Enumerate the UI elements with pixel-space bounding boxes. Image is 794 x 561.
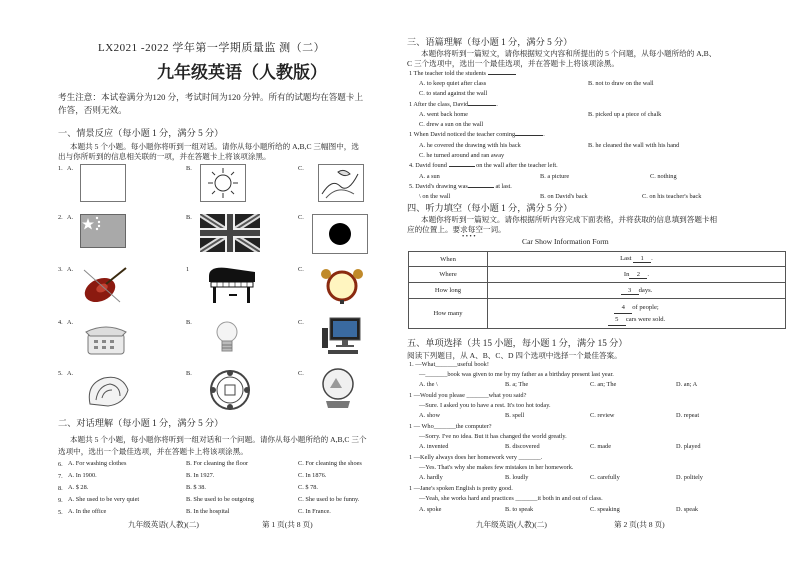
table-row <box>409 299 786 329</box>
p5-q2-line2: —Sure. I asked you to have a rest. It's too hot today. <box>419 402 551 409</box>
p5-q3-line2: —Sorry. I've no idea. But it has changed the world greatly. <box>419 433 567 440</box>
p3-q5-a: \ on the wall <box>419 193 451 200</box>
telephone-picture <box>82 322 132 363</box>
part4-intro-1: 本题你将听到一篇短文。请你根据所听内容完成下面表格，并将获取的信息填到答题卡相 <box>421 215 718 224</box>
table-row <box>409 283 786 299</box>
p5-q4-a: A. hardly <box>419 474 443 481</box>
violin-picture <box>80 264 130 311</box>
p3-q5: 5. David's drawing was at last. <box>409 183 512 190</box>
q1-option-b-label: B. <box>186 165 192 172</box>
part5-heading: 五、单项选择（共 15 小题，每小题 1 分，满分 15 分） <box>407 338 628 348</box>
q5-number: 5. <box>58 370 63 377</box>
p5-q1-c: C. an; The <box>590 381 617 388</box>
q4-option-b-label: B. <box>186 319 192 326</box>
q1-option-c-label: C. <box>298 165 304 172</box>
p5-q3-b: B. discovered <box>505 443 540 450</box>
p5-q1-line1: 1. —What_______useful book! <box>409 361 489 368</box>
exam-title-line: LX2021 -2022 学年第一学期质量监 测（二） <box>98 42 326 54</box>
q4-option-c-label: C. <box>298 319 304 326</box>
computer-picture <box>318 314 368 363</box>
subject-title: 九年级英语（人教版） <box>157 63 327 82</box>
p3-q5-b: B. on David's back <box>540 193 588 200</box>
footer-right-label: 九年级英语(人教)(二) <box>476 520 547 529</box>
q2-option-b-label: B. <box>186 214 192 221</box>
row-label: How many <box>409 299 488 329</box>
p5-q4-d: D. politely <box>676 474 703 481</box>
q6-option-c: C. For cleaning the shoes <box>298 460 362 467</box>
part3-intro-2: C 三个选项中，选出一个最佳选项，并在答题卡上将该项涂黑。 <box>407 59 619 68</box>
q1-option-a-image <box>80 164 126 202</box>
p5-q1-d: D. an; A <box>676 381 698 388</box>
car-show-form-table <box>408 251 786 329</box>
form-title: Car Show Information Form <box>522 237 609 246</box>
p5-q5-c: C. speaking <box>590 506 620 513</box>
p5-q5-a: A. spoke <box>419 506 442 513</box>
p3-q5-c: C. on his teacher's back <box>642 193 702 200</box>
japan-flag-picture <box>312 214 368 259</box>
p3-q3-c: C. he turned around and ran away <box>419 152 505 159</box>
china-flag-picture <box>80 214 126 253</box>
footer-left-label: 九年级英语(人教)(二) <box>128 520 199 529</box>
p5-q1-a: A. the \ <box>419 381 438 388</box>
q5-option-c-label: C. <box>298 370 304 377</box>
decorative-dots: • • • • <box>462 233 476 240</box>
q10-number: 5. <box>58 509 63 516</box>
q3-number: 3. <box>58 266 63 273</box>
part4-heading: 四、听力填空（每小题 1 分，满分 5 分） <box>407 203 573 213</box>
row-value: Last 1 . <box>488 252 786 267</box>
q6-number: 6. <box>58 461 63 468</box>
row-label: Where <box>409 267 488 283</box>
part5-intro: 阅读下列题目，从 A、B、C、D 四个选项中选择一个最佳答案。 <box>407 351 622 360</box>
piano-picture <box>205 262 259 311</box>
p5-q2-b: B. spell <box>505 412 525 419</box>
p3-q2: 1 After the class, David . <box>409 101 498 108</box>
sun-picture <box>200 164 246 207</box>
q6-option-a: A. For washing clothes <box>68 460 127 467</box>
p5-q1-line2: —_______book was given to me by my father as a birthday present last year. <box>419 371 614 378</box>
p5-q4-line2: —Yes. That's why she makes few mistakes in her homework. <box>419 464 574 471</box>
p3-q2-c: C. drew a sun on the wall <box>419 121 484 128</box>
row-label: When <box>409 252 488 267</box>
table-row <box>409 252 786 267</box>
row-value: In 2 . <box>488 267 786 283</box>
p3-q3-a: A. he covered the drawing with his back <box>419 142 521 149</box>
q9-option-c: C. She used to be funny. <box>298 496 360 503</box>
lantern-picture <box>205 368 255 417</box>
q10-option-a: A. In the office <box>68 508 107 515</box>
p5-q4-b: B. loudly <box>505 474 529 481</box>
notice-line-1: 考生注意：本试卷满分为120 分，考试时间为120 分钟。所有的试题均在答题卡上 <box>58 92 364 102</box>
row-value: 4 of people; 5 cars were sold. <box>488 299 786 329</box>
part2-intro-1: 本题共 5 个小题，每小题你将听到一组对话和一个问题。请你从每小题所给的 A,B,C 三个 <box>70 435 367 444</box>
p5-q5-line1: 1 —Jane's spoken English is pretty good. <box>409 485 513 492</box>
p5-q3-d: D. played <box>676 443 701 450</box>
row-label: How long <box>409 283 488 299</box>
q7-option-c: C. In 1876. <box>298 472 327 479</box>
p5-q3-line1: 1 — Who_______the computer? <box>409 423 492 430</box>
p3-q3-b: B. he cleaned the wall with his hand <box>588 142 680 149</box>
p5-q3-c: C. made <box>590 443 611 450</box>
q10-option-b: B. In the hospital <box>186 508 230 515</box>
shell-picture <box>84 370 132 415</box>
part1-intro-1: 本题共 5 个小题。每小题你将听到一组对话。请你从每小题所给的 A,B,C 三幅图中，选 <box>70 142 359 151</box>
q2-number: 2. <box>58 214 63 221</box>
p3-q4-a: A. a sun <box>419 173 440 180</box>
p5-q3-a: A. invented <box>419 443 449 450</box>
p5-q2-c: C. review <box>590 412 615 419</box>
q5-option-a-label: A. <box>67 370 74 377</box>
row-value: 3 days. <box>488 283 786 299</box>
q8-option-a: A. $ 28. <box>68 484 89 491</box>
q2-option-c-label: C. <box>298 214 304 221</box>
p3-q1-b: B. not to draw on the wall <box>588 80 654 87</box>
q9-number: 9. <box>58 497 63 504</box>
part4-intro-2: 应的位置上。要求每空一词。 <box>407 225 506 234</box>
q3-option-c-label: C. <box>298 266 304 273</box>
p3-q4-c: C. nothing <box>650 173 677 180</box>
q7-number: 7. <box>58 473 63 480</box>
p5-q5-b: B. to speak <box>505 506 534 513</box>
p3-q4: 4. David found on the wall after the teacher left. <box>409 162 558 169</box>
p5-q4-line1: 1 —Kelly always does her homework very _______. <box>409 454 543 461</box>
q9-option-a: A. She used to be very quiet <box>68 496 140 503</box>
p3-q1-c: C. to stand against the wall <box>419 90 488 97</box>
uk-flag-picture <box>200 214 260 257</box>
q1-option-a-label: A. <box>67 165 74 172</box>
q8-option-c: C. $ 78. <box>298 484 318 491</box>
p3-q2-a: A. went back home <box>419 111 468 118</box>
q10-option-c: C. In France. <box>298 508 331 515</box>
p5-q5-d: D. speak <box>676 506 699 513</box>
p3-q3: 1 When David noticed the teacher coming . <box>409 131 545 138</box>
q6-option-b: B. For cleaning the floor <box>186 460 249 467</box>
snow-globe-picture <box>318 366 358 415</box>
drum-picture <box>318 262 368 311</box>
light-bulb-picture <box>212 316 242 365</box>
p3-q1: 1 The teacher told the students <box>409 71 516 77</box>
p3-q2-b: B. picked up a piece of chalk <box>588 111 662 118</box>
q3-option-b-label: 1 <box>186 266 190 273</box>
footer-left-page: 第 1 页(共 8 页) <box>262 520 313 529</box>
p5-q4-c: C. carefully <box>590 474 620 481</box>
q7-option-b: B. In 1927. <box>186 472 215 479</box>
q2-option-a-label: A. <box>67 214 74 221</box>
q3-option-a-label: A. <box>67 266 74 273</box>
part3-intro-1: 本题你将听到一篇短文，请你根据短文内容和所提出的 5 个问题，从每小题所给的 A,B、 <box>421 49 717 58</box>
p5-q2-a: A. show <box>419 412 440 419</box>
part1-intro-2: 出与你所听到的信息相关联的一项，并在答题卡上将该项涂黑。 <box>58 152 271 161</box>
p3-q1-a: A. to keep quiet after class <box>419 80 487 87</box>
p5-q2-d: D. repeat <box>676 412 700 419</box>
part2-intro-2: 选项中，选出一个最佳选项，并在答题卡上将该项涂黑。 <box>58 447 248 456</box>
p5-q5-line2: —Yeah, she works hard and practices _______it both in and out of class. <box>419 495 603 502</box>
p5-q1-b: B. a; The <box>505 381 529 388</box>
footer-right-page: 第 2 页(共 8 页) <box>614 520 665 529</box>
part3-heading: 三、语篇理解（每小题 1 分，满分 5 分） <box>407 37 573 47</box>
q8-option-b: B. $ 38. <box>186 484 206 491</box>
p3-q4-b: B. a picture <box>540 173 570 180</box>
p5-q2-line1: 1 —Would you please _______what you said? <box>409 392 527 399</box>
part2-heading: 二、对话理解（每小题 1 分，满分 5 分） <box>58 418 224 428</box>
q4-number: 4. <box>58 319 63 326</box>
part1-heading: 一、情景反应（每小题 1 分，满分 5 分） <box>58 128 224 138</box>
wind-picture <box>318 164 364 207</box>
q4-option-a-label: A. <box>67 319 74 326</box>
q7-option-a: A. In 1900. <box>68 472 97 479</box>
table-row <box>409 267 786 283</box>
q1-number: 1. <box>58 165 63 172</box>
q5-option-b-label: B. <box>186 370 192 377</box>
q8-number: 8. <box>58 485 63 492</box>
q9-option-b: B. She used to be outgoing <box>186 496 254 503</box>
notice-line-2: 作答，否则无效。 <box>58 105 127 115</box>
